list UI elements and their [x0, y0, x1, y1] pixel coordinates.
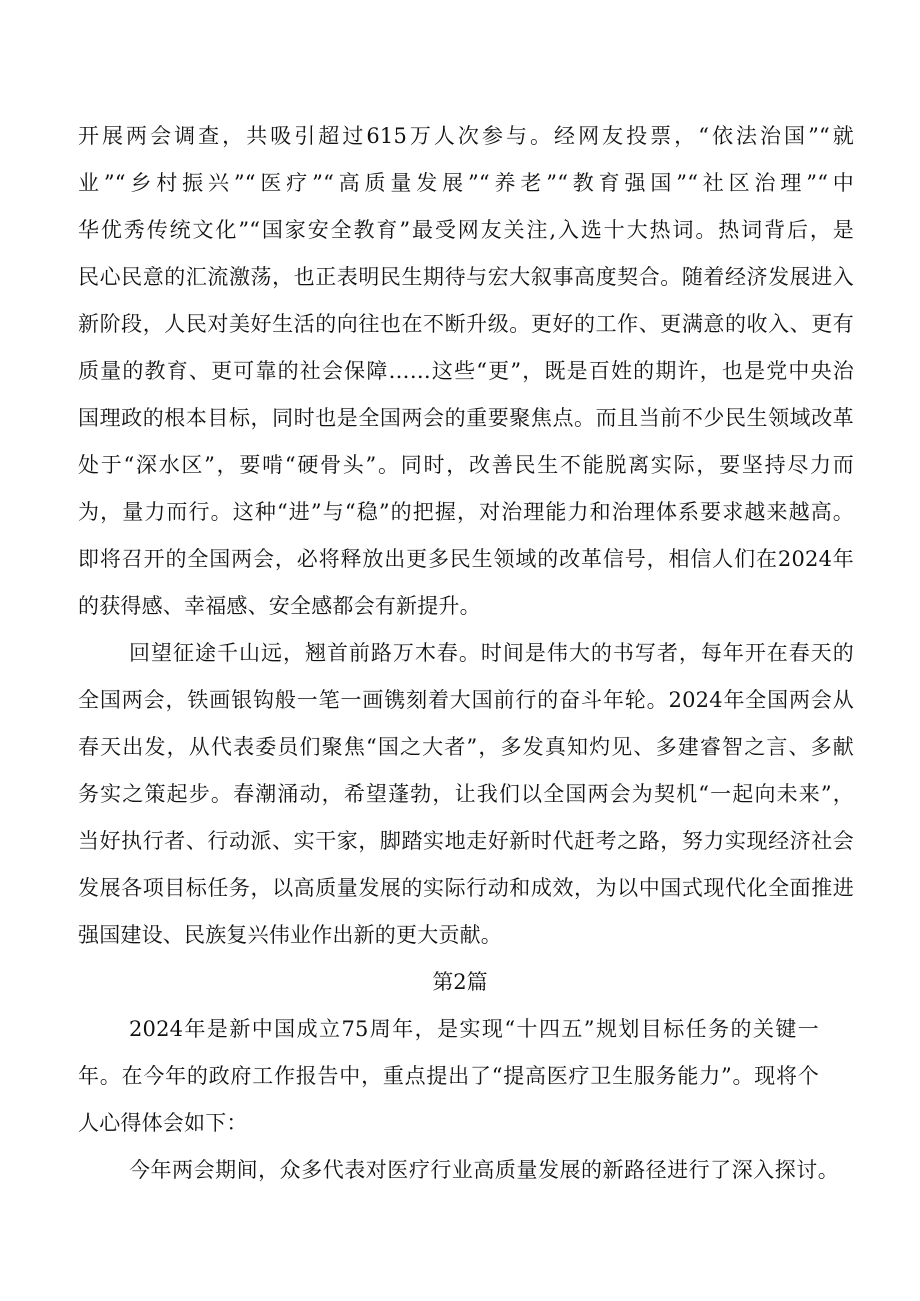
paragraph-line: 强国建设、民族复兴伟业作出新的更大贡献。: [78, 923, 502, 947]
paragraph-line: 务实之策起步。春潮涌动，希望蓬勃，让我们以全国两会为契机“一起向未来”，: [78, 782, 854, 806]
paragraph-line: 当好执行者、行动派、实干家，脚踏实地走好新时代赶考之路，努力实现经济社会: [78, 829, 854, 853]
paragraph-line: 2024年是新中国成立75周年，是实现“十四五”规划目标任务的关键一: [129, 1017, 819, 1041]
paragraph-line: 为，量力而行。这种“进”与“稳”的把握，对治理能力和治理体系要求越来越高。: [78, 500, 854, 524]
paragraph-line: 回望征途千山远，翘首前路万木春。时间是伟大的书写者，每年开在春天的: [129, 641, 854, 665]
paragraph-line: 年。在今年的政府工作报告中，重点提出了“提高医疗卫生服务能力”。现将个: [78, 1064, 819, 1088]
paragraph-line: 今年两会期间，众多代表对医疗行业高质量发展的新路径进行了深入探讨。: [129, 1158, 839, 1182]
paragraph-line: 全国两会，铁画银钩般一笔一画镌刻着大国前行的奋斗年轮。2024年全国两会从: [78, 688, 854, 712]
paragraph-line: 人心得体会如下：: [78, 1111, 248, 1135]
chapter-heading: 第2篇: [432, 970, 488, 994]
paragraph-line: 业”“乡村振兴”“医疗”“高质量发展”“养老”“教育强国”“社区治理”“中: [78, 171, 854, 195]
paragraph-line: 民心民意的汇流激荡，也正表明民生期待与宏大叙事高度契合。随着经济发展进入: [78, 265, 854, 289]
paragraph-line: 华优秀传统文化”“国家安全教育”最受网友关注,入选十大热词。热词背后，是: [78, 218, 854, 242]
paragraph-line: 开展两会调查，共吸引超过615万人次参与。经网友投票，“依法治国”“就: [78, 124, 854, 148]
paragraph-line: 国理政的根本目标，同时也是全国两会的重要聚焦点。而且当前不少民生领域改革: [78, 406, 854, 430]
paragraph-line: 发展各项目标任务，以高质量发展的实际行动和成效，为以中国式现代化全面推进: [78, 876, 854, 900]
paragraph-line: 处于“深水区”，要啃“硬骨头”。同时，改善民生不能脱离实际，要坚持尽力而: [78, 453, 854, 477]
paragraph-line: 即将召开的全国两会，必将释放出更多民生领域的改革信号，相信人们在2024年: [78, 547, 854, 571]
paragraph-line: 春天出发，从代表委员们聚焦“国之大者”，多发真知灼见、多建睿智之言、多献: [78, 735, 854, 759]
paragraph-line: 新阶段，人民对美好生活的向往也在不断升级。更好的工作、更满意的收入、更有: [78, 312, 854, 336]
paragraph-line: 质量的教育、更可靠的社会保障……这些“更”，既是百姓的期许，也是党中央治: [78, 359, 854, 383]
paragraph-line: 的获得感、幸福感、安全感都会有新提升。: [78, 594, 481, 618]
